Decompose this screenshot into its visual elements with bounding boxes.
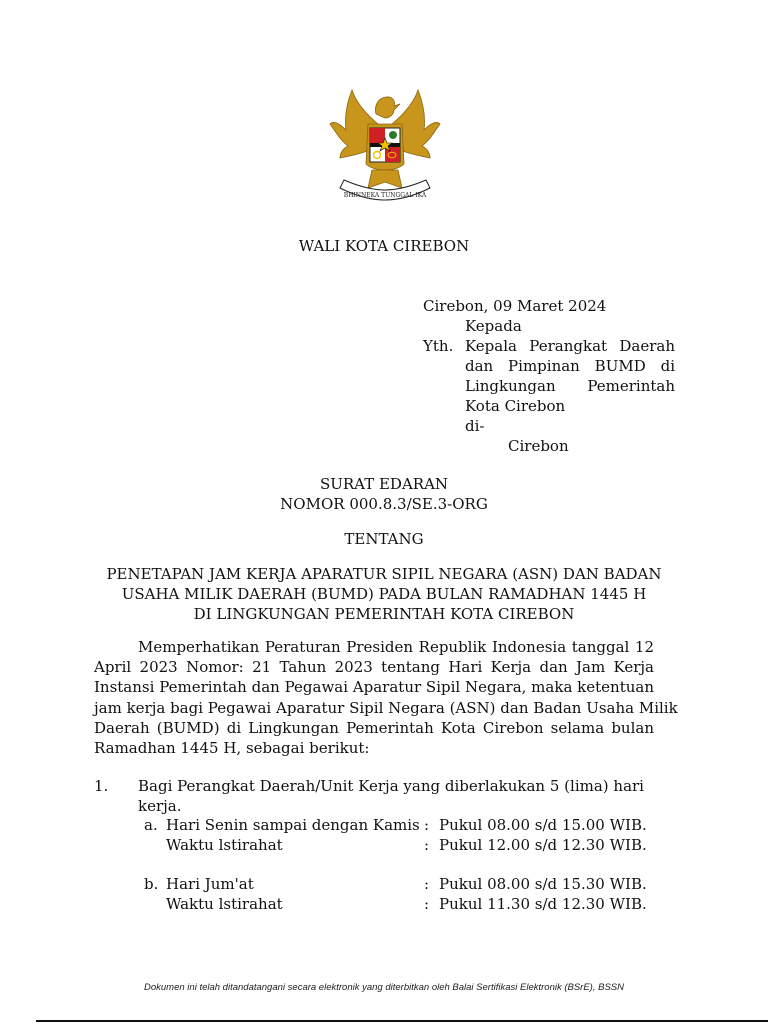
- intro-line: Memperhatikan Peraturan Presiden Republik Indonesia tanggal 12: [138, 638, 654, 656]
- to-label: Kepada: [465, 317, 522, 335]
- colon: :: [424, 816, 430, 834]
- intro-line: Daerah (BUMD) di Lingkungan Pemerintah Kota Cirebon selama bulan: [94, 718, 654, 737]
- sub-item-letter: b.: [144, 875, 159, 893]
- authority-title: WALI KOTA CIREBON: [298, 237, 470, 255]
- schedule-break-value: Pukul 12.00 s/d 12.30 WIB.: [439, 836, 647, 854]
- schedule-day-value: Pukul 08.00 s/d 15.00 WIB.: [439, 816, 647, 834]
- item-text-line: Bagi Perangkat Daerah/Unit Kerja yang diberlakukan 5 (lima) hari: [138, 777, 644, 795]
- recipient-line: Kepala Perangkat Daerah: [465, 337, 675, 355]
- schedule-day-label: Hari Senin sampai dengan Kamis: [166, 816, 420, 834]
- e-signature-note: Dokumen ini telah ditandatangani secara elektronik yang diterbitkan oleh Balai Sertifikasi Elektronik (BSrE), BSSN: [144, 982, 624, 993]
- about-label: TENTANG: [344, 530, 424, 548]
- colon: :: [424, 836, 430, 854]
- footer-divider: [36, 1020, 768, 1022]
- place-date: Cirebon, 09 Maret 2024: [423, 297, 607, 315]
- sub-item-letter: a.: [144, 816, 158, 834]
- intro-line: jam kerja bagi Pegawai Aparatur Sipil Negara (ASN) dan Badan Usaha Milik: [94, 698, 678, 717]
- city-label: Cirebon: [508, 437, 569, 455]
- item-text-line: kerja.: [138, 797, 182, 815]
- garuda-emblem-icon: [326, 84, 444, 212]
- schedule-day-label: Hari Jum'at: [166, 875, 254, 893]
- letter-number: NOMOR 000.8.3/SE.3-ORG: [280, 495, 488, 513]
- schedule-break-label: Waktu lstirahat: [166, 836, 283, 854]
- intro-line: Ramadhan 1445 H, sebagai berikut:: [94, 739, 370, 758]
- schedule-break-label: Waktu lstirahat: [166, 895, 283, 913]
- item-number: 1.: [94, 777, 109, 795]
- colon: :: [424, 895, 430, 913]
- intro-line: April 2023 Nomor: 21 Tahun 2023 tentang Hari Kerja dan Jam Kerja: [94, 658, 654, 677]
- yth-label: Yth.: [423, 337, 454, 355]
- recipient-line: Lingkungan Pemerintah: [465, 377, 675, 395]
- letter-type: SURAT EDARAN: [319, 475, 449, 493]
- recipient-line: dan Pimpinan BUMD di: [465, 357, 675, 375]
- subject-line: DI LINGKUNGAN PEMERINTAH KOTA CIREBON: [193, 605, 575, 623]
- colon: :: [424, 875, 430, 893]
- shield-icon: [370, 128, 400, 162]
- recipient-line: Kota Cirebon: [465, 397, 566, 415]
- subject-line: PENETAPAN JAM KERJA APARATUR SIPIL NEGARA (ASN) DAN BADAN: [106, 565, 662, 583]
- intro-line: Instansi Pemerintah dan Pegawai Aparatur Sipil Negara, maka ketentuan: [94, 678, 654, 697]
- di-label: di-: [465, 417, 485, 435]
- intro-paragraph: [94, 637, 678, 758]
- schedule-break-value: Pukul 11.30 s/d 12.30 WIB.: [439, 895, 647, 913]
- subject-line: USAHA MILIK DAERAH (BUMD) PADA BULAN RAMADHAN 1445 H: [121, 585, 647, 603]
- schedule-day-value: Pukul 08.00 s/d 15.30 WIB.: [439, 875, 647, 893]
- svg-text:BHINNEKA TUNGGAL IKA: BHINNEKA TUNGGAL IKA: [343, 192, 427, 199]
